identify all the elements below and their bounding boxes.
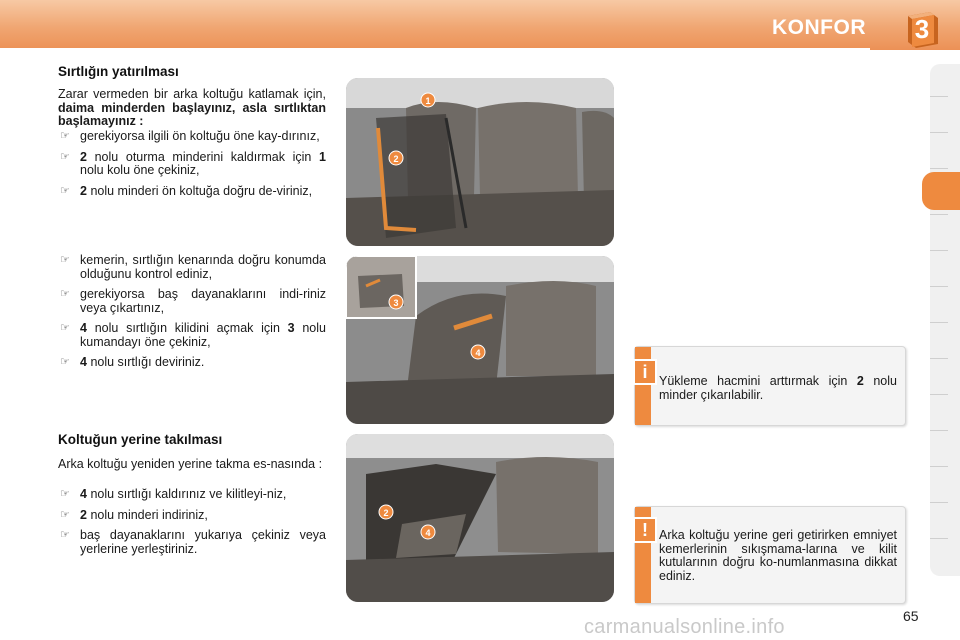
watermark: carmanualsonline.info [584, 616, 785, 638]
list-item: ☞ gerekiyorsa baş dayanaklarını indi-riniz veya çıkartınız, [60, 287, 326, 315]
list-item: ☞ 2 nolu minderi indiriniz, [60, 507, 208, 522]
refit-steps-list [58, 488, 326, 563]
section2-intro: Arka koltuğu yeniden yerine takma es-nasında : [58, 457, 323, 471]
rear-seat-photo-3 [346, 434, 614, 602]
info-note [634, 346, 906, 426]
list-item: ☞ 4 nolu sırtlığın kilidini açmak için 3 nolu kumandayı öne çekiniz, [60, 321, 326, 349]
page-number: 65 [903, 608, 919, 624]
tab-divider [930, 466, 948, 467]
tab-divider [930, 214, 948, 215]
pointing-hand-icon: ☞ [60, 488, 70, 500]
list-item: ☞ 2 nolu minderi ön koltuğa doğru de-viriniz, [60, 183, 313, 198]
pointing-hand-icon: ☞ [60, 130, 70, 142]
photo-callout-label: 2 [393, 154, 399, 164]
chapter-badge [904, 10, 940, 48]
list-item: ☞ gerekiyorsa ilgili ön koltuğu öne kay-dırınız, [60, 129, 320, 143]
chapter-title: KONFOR [772, 16, 866, 39]
pointing-hand-icon: ☞ [60, 356, 70, 368]
section1-intro [58, 88, 326, 129]
list-item: ☞ 4 nolu sırtlığı kaldırınız ve kilitleyi-niz, [60, 487, 287, 501]
tab-divider [930, 430, 948, 431]
photo-callout-label: 4 [425, 528, 431, 538]
tab-divider [930, 286, 948, 287]
warning-icon: ! [633, 517, 657, 543]
fold-steps-list [58, 130, 326, 205]
photo-callout-label: 2 [383, 508, 389, 518]
section-title-fold: Sırtlığın yatırılması [58, 64, 179, 79]
pointing-hand-icon: ☞ [60, 254, 70, 266]
list-item: ☞ 4 nolu sırtlığı deviriniz. [60, 355, 205, 369]
pointing-hand-icon: ☞ [60, 150, 70, 163]
pointing-hand-icon: ☞ [60, 508, 70, 521]
tab-divider [930, 132, 948, 133]
rear-seat-photo-1 [346, 78, 614, 246]
info-note-text: Yükleme hacmini arttırmak için 2 nolu minder çıkarılabilir. [659, 374, 897, 402]
tab-divider [930, 502, 948, 503]
tab-divider [930, 168, 948, 169]
warning-note-text: Arka koltuğu yerine geri getirirken emniyet kemerlerinin sıkışmama-larına ve kilit kutularının doğru ko-numlanmasına dikkat ediniz. [659, 528, 897, 583]
warning-note [634, 506, 906, 604]
photo-callout-label: 3 [393, 298, 399, 308]
intro-text: Zarar vermeden bir arka koltuğu katlamak için, [58, 87, 326, 101]
tab-divider [930, 394, 948, 395]
pointing-hand-icon: ☞ [60, 529, 70, 541]
list-item: ☞ baş dayanaklarını yukarıya çekiniz veya yerlerine yerleştiriniz. [60, 528, 326, 556]
pointing-hand-icon: ☞ [60, 322, 70, 334]
tab-divider [930, 96, 948, 97]
tab-divider [930, 322, 948, 323]
intro-emphasis: daima minderden başlayınız, asla sırtlıktan başlamayınız : [58, 100, 326, 128]
active-chapter-tab[interactable] [922, 172, 960, 210]
fold-steps-list-2 [58, 254, 326, 377]
chapter-number: 3 [914, 14, 930, 44]
tab-divider [930, 250, 948, 251]
header-divider [0, 48, 870, 50]
pointing-hand-icon: ☞ [60, 288, 70, 300]
tab-divider [930, 358, 948, 359]
photo-callout-label: 1 [425, 96, 431, 106]
list-item: ☞ 2 nolu oturma minderini kaldırmak için 1 nolu kolu öne çekiniz, [60, 149, 326, 177]
chapter-tabs [930, 64, 960, 576]
tab-divider [930, 538, 948, 539]
pointing-hand-icon: ☞ [60, 184, 70, 197]
section-title-refit: Koltuğun yerine takılması [58, 432, 223, 447]
photo-callout-label: 4 [475, 348, 481, 358]
rear-seat-photo-2 [346, 256, 614, 424]
list-item: ☞ kemerin, sırtlığın kenarında doğru konumda olduğunu kontrol ediniz, [60, 253, 326, 281]
info-icon: i [633, 359, 657, 385]
